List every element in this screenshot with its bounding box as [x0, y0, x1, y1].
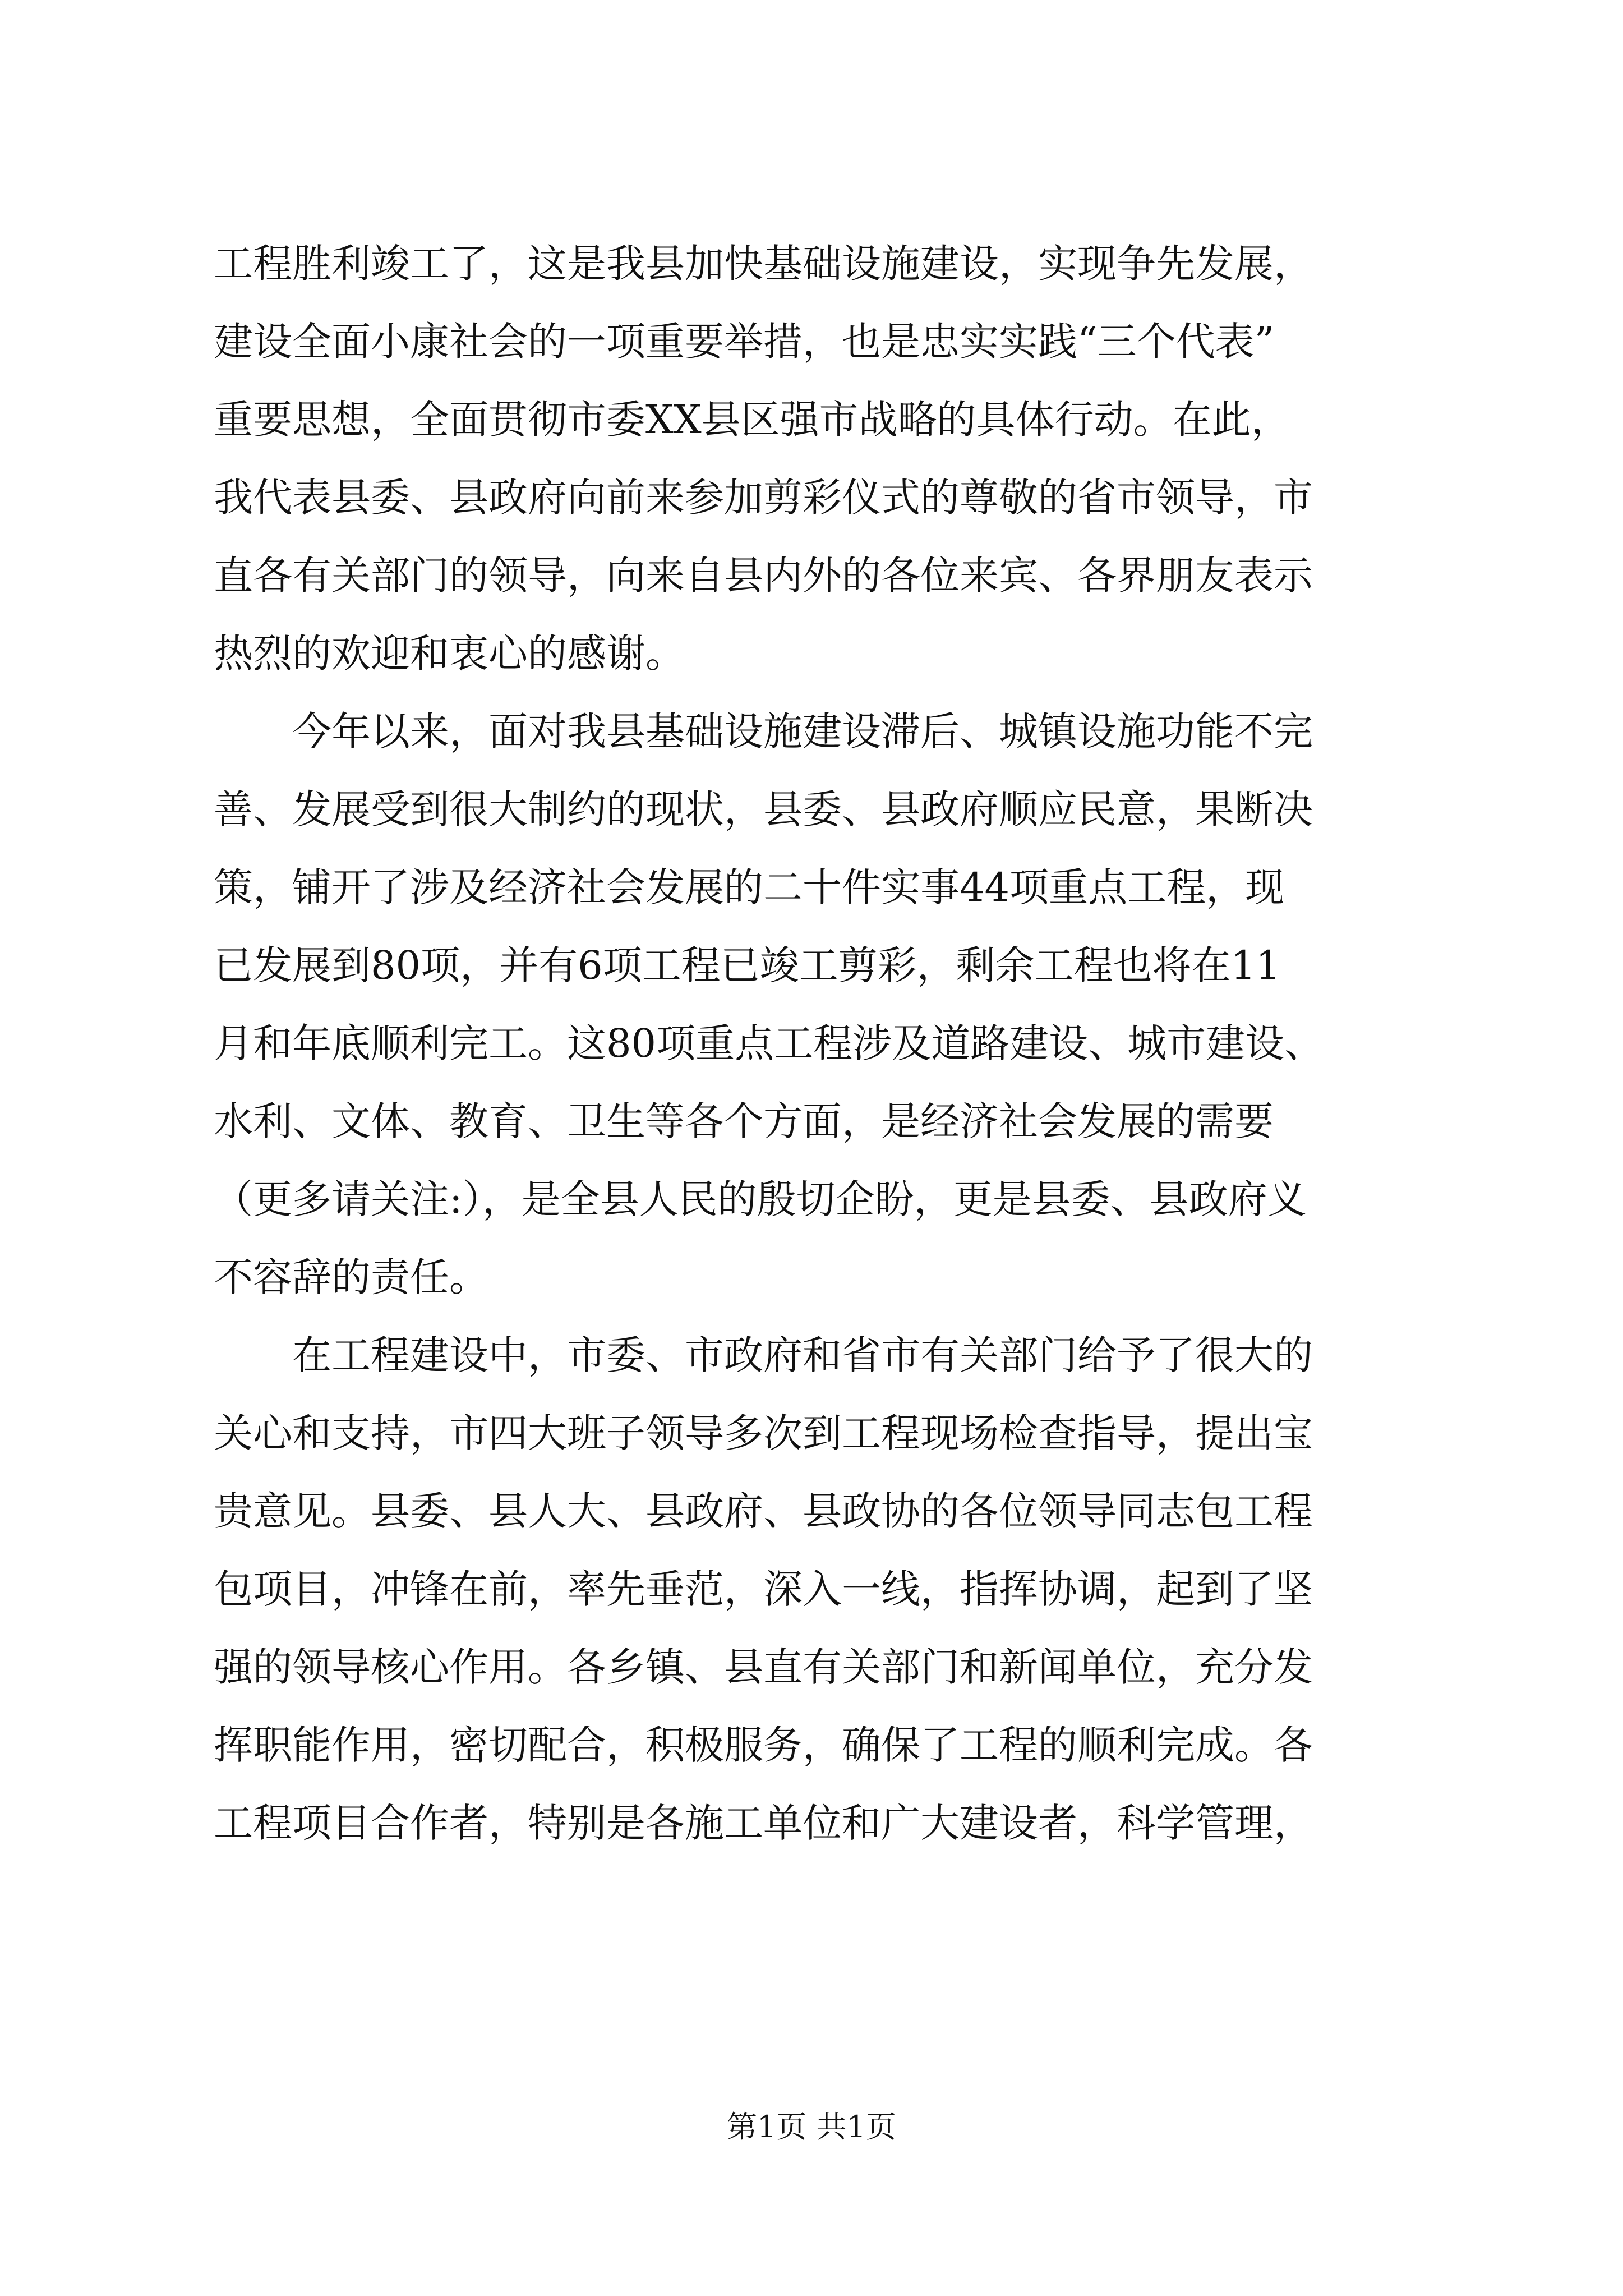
- text-line: 建设全面小康社会的一项重要举措，也是忠实实践“三个代表”: [214, 319, 1275, 365]
- paragraph-first-line: 在工程建设中，市委、市政府和省市有关部门给予了很大的: [292, 1332, 1313, 1378]
- text-line: 我代表县委、县政府向前来参加剪彩仪式的尊敬的省市领导，市: [214, 475, 1313, 521]
- text-line: 包项目，冲锋在前，率先垂范，深入一线，指挥协调，起到了坚: [214, 1566, 1313, 1612]
- text-line: 关心和支持，市四大班子领导多次到工程现场检查指导，提出宝: [214, 1410, 1313, 1456]
- text-line: （更多请关注:），是全县人民的殷切企盼，更是县委、县政府义: [214, 1176, 1307, 1222]
- text-line: 热烈的欢迎和衷心的感谢。: [214, 631, 685, 677]
- text-line: 工程项目合作者，特别是各施工单位和广大建设者，科学管理，: [214, 1800, 1313, 1846]
- text-line: 月和年底顺利完工。这80项重点工程涉及道路建设、城市建设、: [214, 1020, 1324, 1066]
- text-line: 善、发展受到很大制约的现状，县委、县政府顺应民意，果断决: [214, 786, 1313, 832]
- text-line: 重要思想，全面贯彻市委XX县区强市战略的具体行动。在此，: [214, 397, 1290, 443]
- text-line: 挥职能作用，密切配合，积极服务，确保了工程的顺利完成。各: [214, 1722, 1313, 1768]
- paragraph-first-line: 今年以来，面对我县基础设施建设滞后、城镇设施功能不完: [292, 708, 1313, 754]
- text-line: 强的领导核心作用。各乡镇、县直有关部门和新闻单位，充分发: [214, 1644, 1313, 1690]
- text-line: 直各有关部门的领导，向来自县内外的各位来宾、各界朋友表示: [214, 553, 1313, 599]
- page-footer: 第1页 共1页: [727, 2109, 896, 2145]
- text-line: 工程胜利竣工了，这是我县加快基础设施建设，实现争先发展，: [214, 241, 1313, 287]
- text-line: 已发展到80项，并有6项工程已竣工剪彩，剩余工程也将在11: [214, 942, 1281, 988]
- text-line: 水利、文体、教育、卫生等各个方面，是经济社会发展的需要: [214, 1098, 1274, 1144]
- text-line: 不容辞的责任。: [214, 1254, 488, 1300]
- text-line: 贵意见。县委、县人大、县政府、县政协的各位领导同志包工程: [214, 1488, 1313, 1534]
- text-line: 策，铺开了涉及经济社会发展的二十件实事44项重点工程，现: [214, 864, 1285, 910]
